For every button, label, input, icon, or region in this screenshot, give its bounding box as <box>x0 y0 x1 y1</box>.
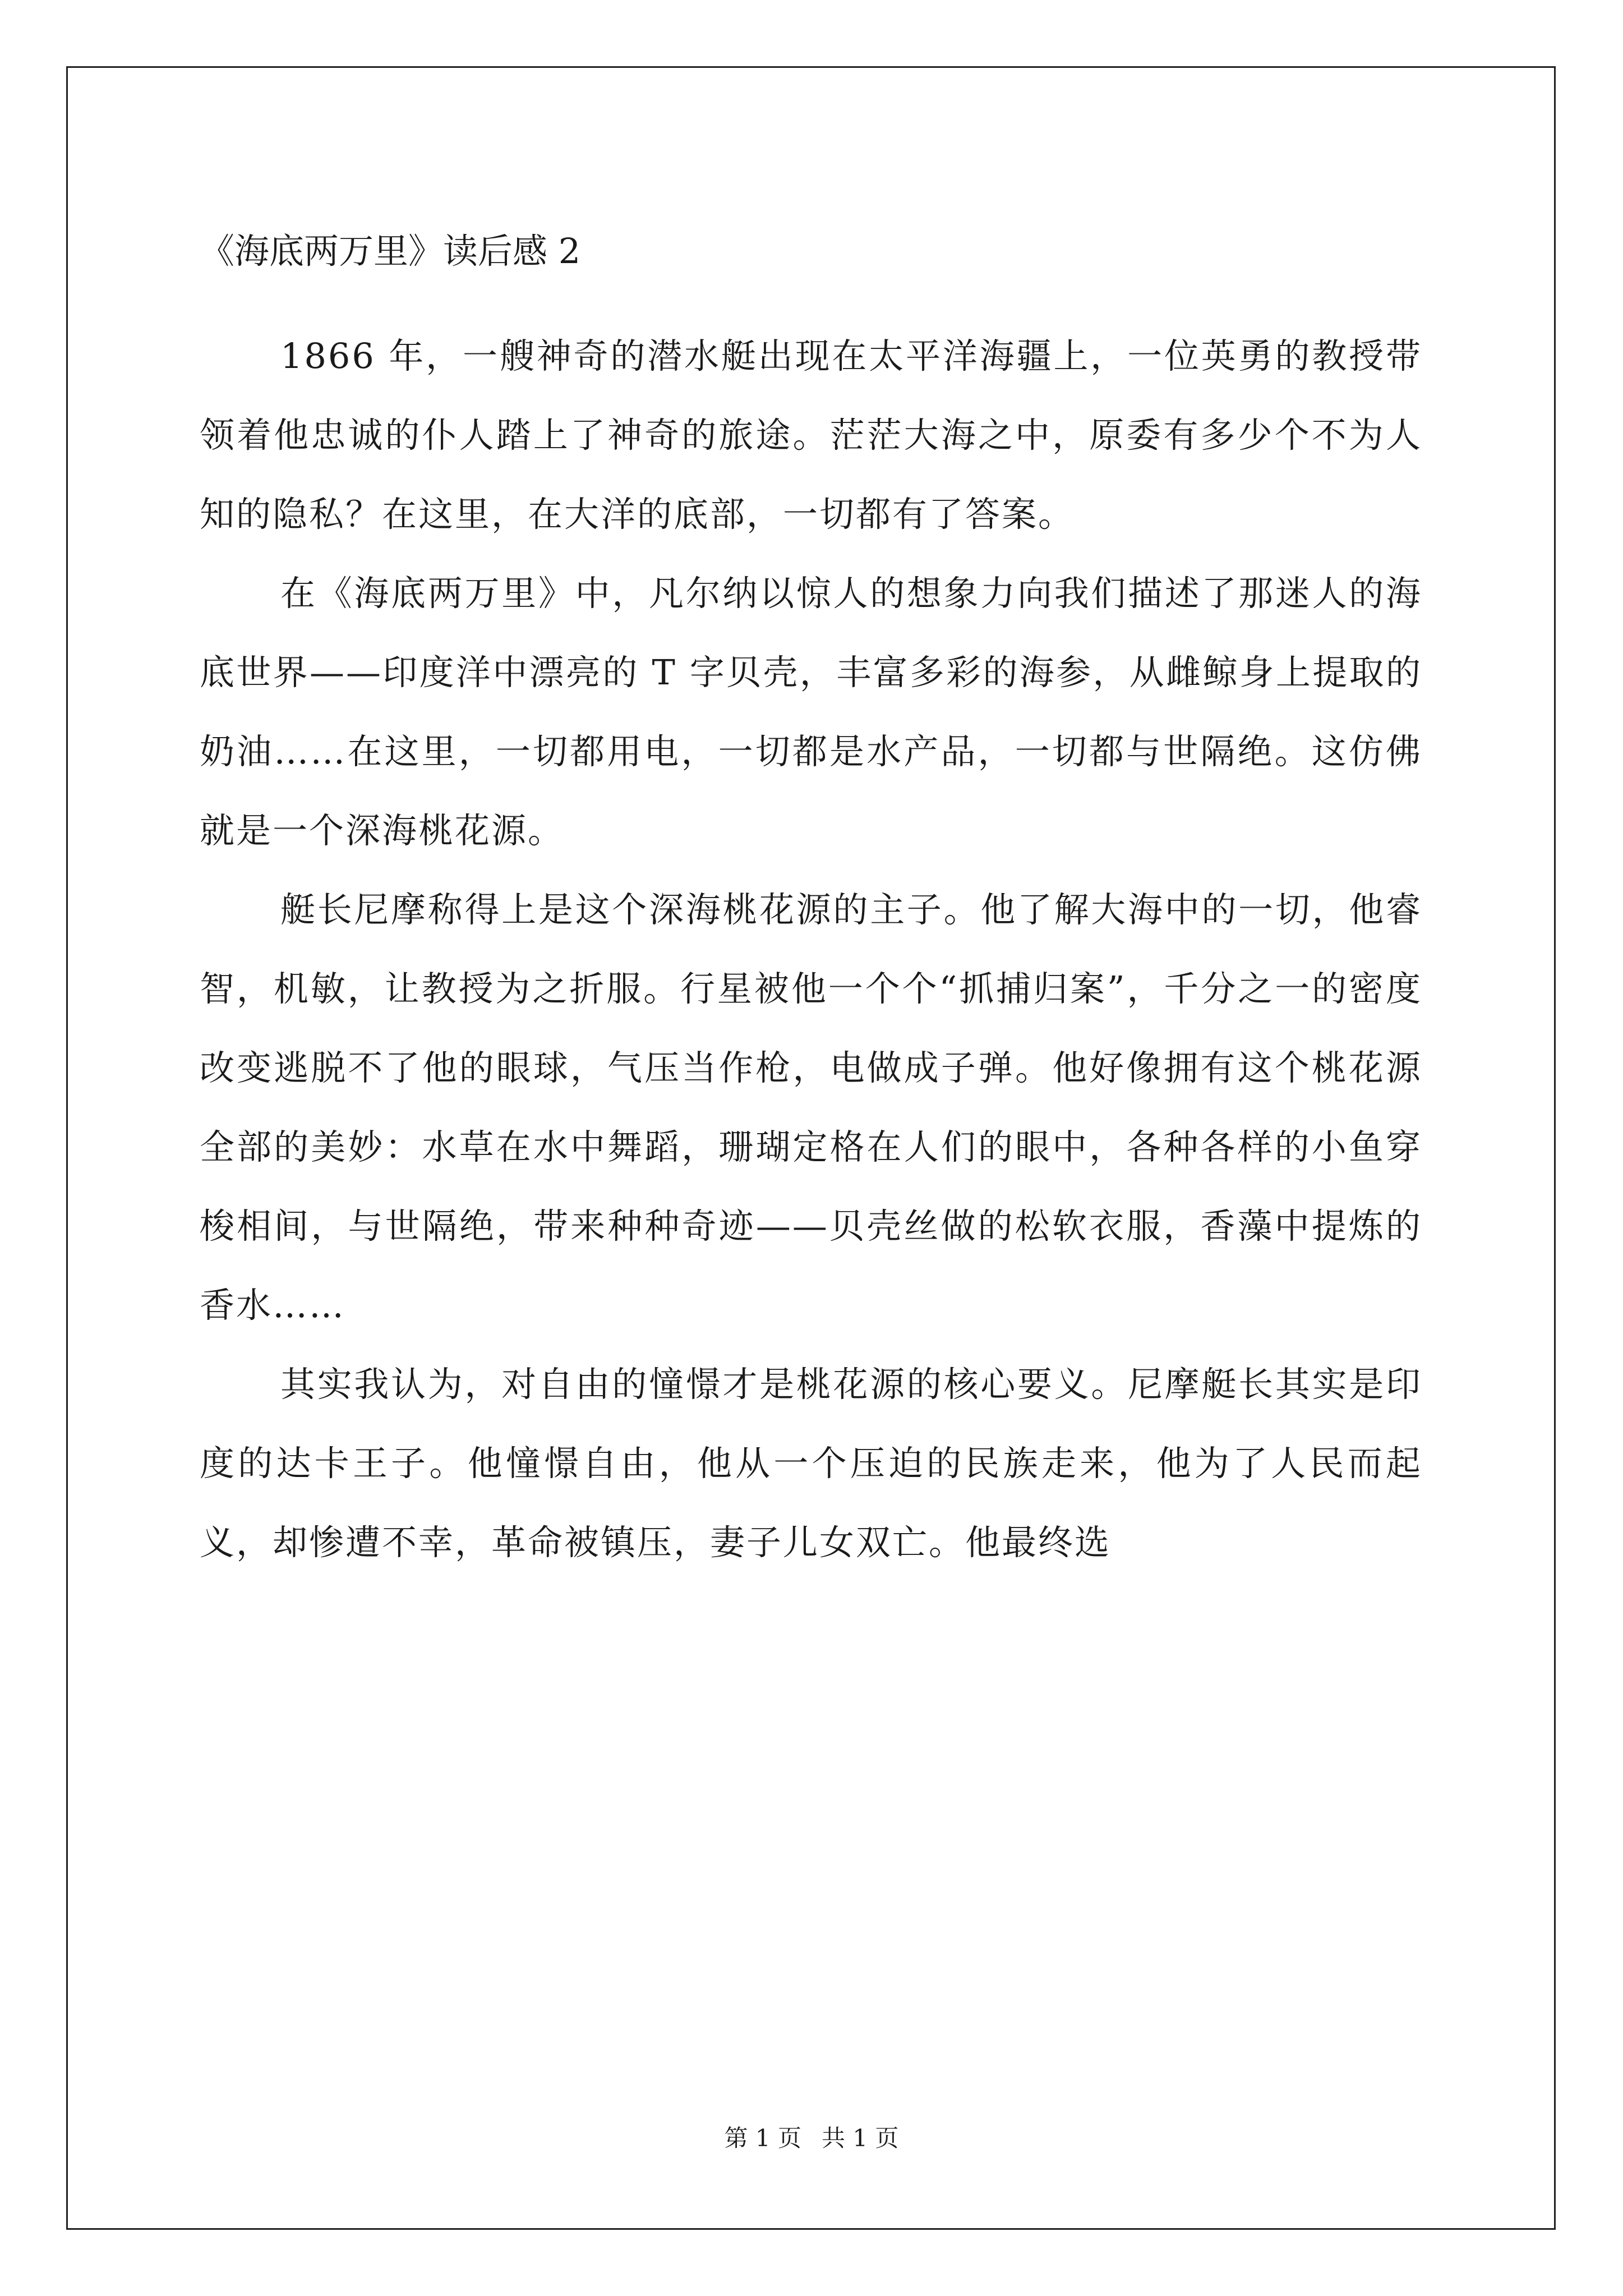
document-title: 《海底两万里》读后感 2 <box>200 231 581 272</box>
paragraph: 在《海底两万里》中，凡尔纳以惊人的想象力向我们描述了那迷人的海底世界——印度洋中漂亮的 T 字贝壳，丰富多彩的海参，从雌鲸身上提取的奶油……在这里，一切都用电，一切都是水产品，一切都与世隔绝。这仿佛就是一个深海桃花源。 <box>200 573 1422 851</box>
page-footer <box>0 2124 1623 2152</box>
paragraph: 其实我认为，对自由的憧憬才是桃花源的核心要义。尼摩艇长其实是印度的达卡王子。他憧憬自由，他从一个压迫的民族走来，他为了人民而起义，却惨遭不幸，革命被镇压，妻子儿女双亡。他最终选 <box>200 1364 1422 1563</box>
paragraph: 1866 年，一艘神奇的潜水艇出现在太平洋海疆上，一位英勇的教授带领着他忠诚的仆人踏上了神奇的旅途。茫茫大海之中，原委有多少个不为人知的隐私？在这里，在大洋的底部，一切都有了答案。 <box>200 335 1422 535</box>
page-number: 第 1 页 <box>724 2124 801 2152</box>
page-total: 共 1 页 <box>822 2124 899 2152</box>
paragraph: 艇长尼摩称得上是这个深海桃花源的主子。他了解大海中的一切，他睿智，机敏，让教授为之折服。行星被他一个个“抓捕归案”，千分之一的密度改变逃脱不了他的眼球，气压当作枪，电做成子弹。他好像拥有这个桃花源全部的美妙：水草在水中舞蹈，珊瑚定格在人们的眼中，各种各样的小鱼穿梭相间，与世隔绝，带来种种奇迹——贝壳丝做的松软衣服，香藻中提炼的香水…… <box>200 889 1422 1326</box>
document-body <box>200 223 1422 1582</box>
